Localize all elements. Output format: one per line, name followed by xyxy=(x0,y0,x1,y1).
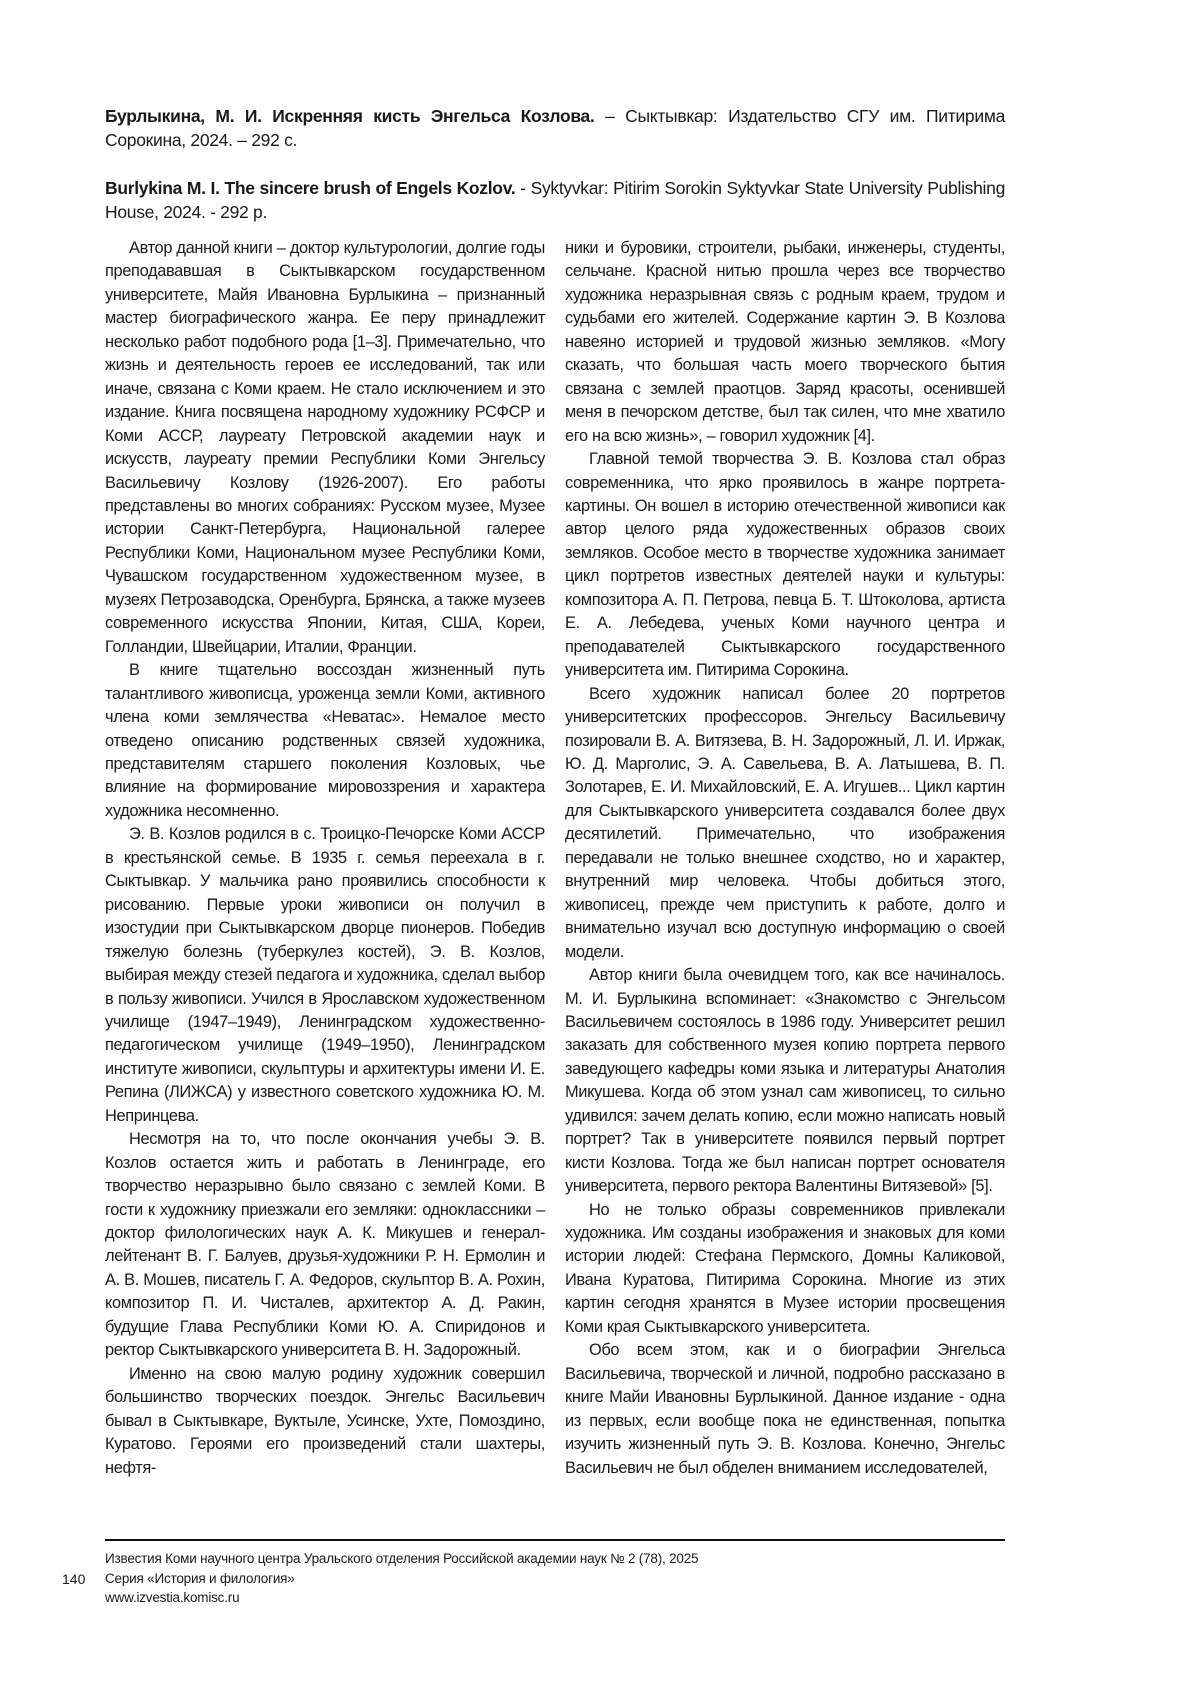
journal-website: www.izvestia.komisc.ru xyxy=(105,1588,698,1608)
body-column-left xyxy=(105,237,545,1480)
page-number: 140 xyxy=(62,1571,85,1587)
paragraph: Главной темой творчества Э. В. Козлова стал образ современника, что ярко проявилось в жанре портрета-картины. Он вошел в историю отечественной живописи как автор целого ряда художественных образов своих земляков. Особое место в творчестве художника занимает цикл портретов известных деятелей науки и культуры: композитора А. П. Петрова, певца Б. Т. Штоколова, артиста Е. А. Лебедева, ученых Коми научного центра и преподавателей Сыктывкарского государственного университета им. Питирима Сорокина. xyxy=(565,448,1005,683)
reference-ru-publisher: – Сыктывкар: Издательство СГУ им. Питирима Сорокина, 2024. – 292 с. xyxy=(105,106,1005,150)
paragraph: В книге тщательно воссоздан жизненный путь талантливого живописца, уроженца земли Коми, активного члена коми землячества «Неватас». Немалое место отведено описанию родственных связей художника, представителям старшего поколения Козловых, чье влияние на формирование мировоззрения и характера художника несомненно. xyxy=(105,659,545,823)
paragraph: Автор книги была очевидцем того, как все начиналось. М. И. Бурлыкина вспоминает: «Знакомство с Энгельсом Васильевичем состоялось в 1986 году. Университет решил заказать для собственного музея копию портрета первого заведующего кафедры коми языка и литературы Анатолия Микушева. Когда об этом узнал сам живописец, то сильно удивился: зачем делать копию, если можно написать новый портрет? Так в университете появился первый портрет кисти Козлова. Тогда же был написан портрет основателя университета, первого ректора Валентины Витязевой» [5]. xyxy=(565,964,1005,1199)
paragraph-continued: ники и буровики, строители, рыбаки, инженеры, студенты, сельчане. Красной нитью прошла через все творчество художника неразрывная связь с родным краем, трудом и судьбами его жителей. Содержание картин Э. В Козлова навеяно историей и трудовой жизнью земляков. «Могу сказать, что большая часть моего творческого бытия связана с землей праотцов. Заряд красоты, осенившей меня в печорском детстве, был так силен, что мне хватило его на всю жизнь», – говорил художник [4]. xyxy=(565,237,1005,448)
reference-en-title: Burlykina M. I. The sincere brush of Engels Kozlov. xyxy=(105,178,515,198)
journal-series: Серия «История и филология» xyxy=(105,1569,698,1589)
reference-ru-title: Бурлыкина, М. И. Искренняя кисть Энгельса Козлова. xyxy=(105,106,595,126)
paragraph: Всего художник написал более 20 портретов университетских профессоров. Энгельсу Васильевичу позировали В. А. Витязева, В. Н. Задорожный, Л. И. Иржак, Ю. Д. Марголис, Э. А. Савельева, В. А. Латышева, В. П. Золотарев, Е. И. Михайловский, Е. А. Игушев... Цикл картин для Сыктывкарского университета создавался более двух десятилетий. Примечательно, что изображения передавали не только внешнее сходство, но и характер, внутренний мир человека. Чтобы добиться этого, живописец, прежде чем приступить к работе, долго и внимательно изучал всю доступную информацию о своей модели. xyxy=(565,683,1005,964)
journal-title: Известия Коми научного центра Уральского отделения Российской академии наук № 2 (78), 2025 xyxy=(105,1549,698,1569)
body-column-right xyxy=(565,237,1005,1480)
reference-russian xyxy=(105,104,1005,152)
footer-divider xyxy=(105,1539,1005,1541)
paragraph: Э. В. Козлов родился в с. Троицко-Печорске Коми АССР в крестьянской семье. В 1935 г. семья переехала в г. Сыктывкар. У мальчика рано проявились способности к рисованию. Первые уроки живописи он получил в изостудии при Сыктывкарском дворце пионеров. Победив тяжелую болезнь (туберкулез костей), Э. В. Козлов, выбирая между стезей педагога и художника, сделал выбор в пользу живописи. Учился в Ярославском художественном училище (1947–1949), Ленинградском художественно-педагогическом училище (1949–1950), Ленинградском институте живописи, скульптуры и архитектуры имени И. Е. Репина (ЛИЖСА) у известного советского художника Ю. М. Непринцева. xyxy=(105,823,545,1128)
paragraph: Автор данной книги – доктор культурологии, долгие годы преподававшая в Сыктывкарском государственном университете, Майя Ивановна Бурлыкина – признанный мастер биографического жанра. Ее перу принадлежит несколько работ подобного рода [1–3]. Примечательно, что жизнь и деятельность героев ее исследований, так или иначе, связана с Коми краем. Не стало исключением и это издание. Книга посвящена народному художнику РСФСР и Коми АССР, лауреату Петровской академии наук и искусств, лауреату премии Республики Коми Энгельсу Васильевичу Козлову (1926-2007). Его работы представлены во многих собраниях: Русском музее, Музее истории Санкт-Петербурга, Национальной галерее Республики Коми, Национальном музее Республики Коми, Чувашском государственном художественном музее, в музеях Петрозаводска, Оренбурга, Брянска, а также музеев современного искусства Японии, Китая, США, Кореи, Голландии, Швейцарии, Италии, Франции. xyxy=(105,237,545,659)
paragraph: Несмотря на то, что после окончания учебы Э. В. Козлов остается жить и работать в Ленинграде, его творчество неразрывно было связано с землей Коми. В гости к художнику приезжали его земляки: одноклассники – доктор филологических наук А. К. Микушев и генерал-лейтенант В. Г. Балуев, друзья-художники Р. Н. Ермолин и А. В. Мошев, писатель Г. А. Федоров, скульптор В. А. Рохин, композитор П. И. Чисталев, архитектор А. Д. Ракин, будущие Глава Республики Коми Ю. А. Спиридонов и ректор Сыктывкарского университета В. Н. Задорожный. xyxy=(105,1128,545,1363)
reference-en-publisher: - Syktyvkar: Pitirim Sorokin Syktyvkar State University Publishing House, 2024. - 292 p. xyxy=(105,178,1005,222)
footer xyxy=(105,1549,698,1608)
paragraph: Обо всем этом, как и о биографии Энгельса Васильевича, творческой и личной, подробно рассказано в книге Майи Ивановны Бурлыкиной. Данное издание - одна из первых, если вообще пока не единственная, попытка изучить жизненный путь Э. В. Козлова. Конечно, Энгельс Васильевич не был обделен вниманием исследователей, xyxy=(565,1339,1005,1480)
reference-english xyxy=(105,176,1005,224)
paragraph: Именно на свою малую родину художник совершил большинство творческих поездок. Энгельс Васильевич бывал в Сыктывкаре, Вуктыле, Усинске, Ухте, Помоздино, Куратово. Героями его произведений стали шахтеры, нефтя- xyxy=(105,1363,545,1480)
paragraph: Но не только образы современников привлекали художника. Им созданы изображения и знаковых для коми истории людей: Стефана Пермского, Домны Каликовой, Ивана Куратова, Питирима Сорокина. Многие из этих картин сегодня хранятся в Музее истории просвещения Коми края Сыктывкарского университета. xyxy=(565,1199,1005,1340)
